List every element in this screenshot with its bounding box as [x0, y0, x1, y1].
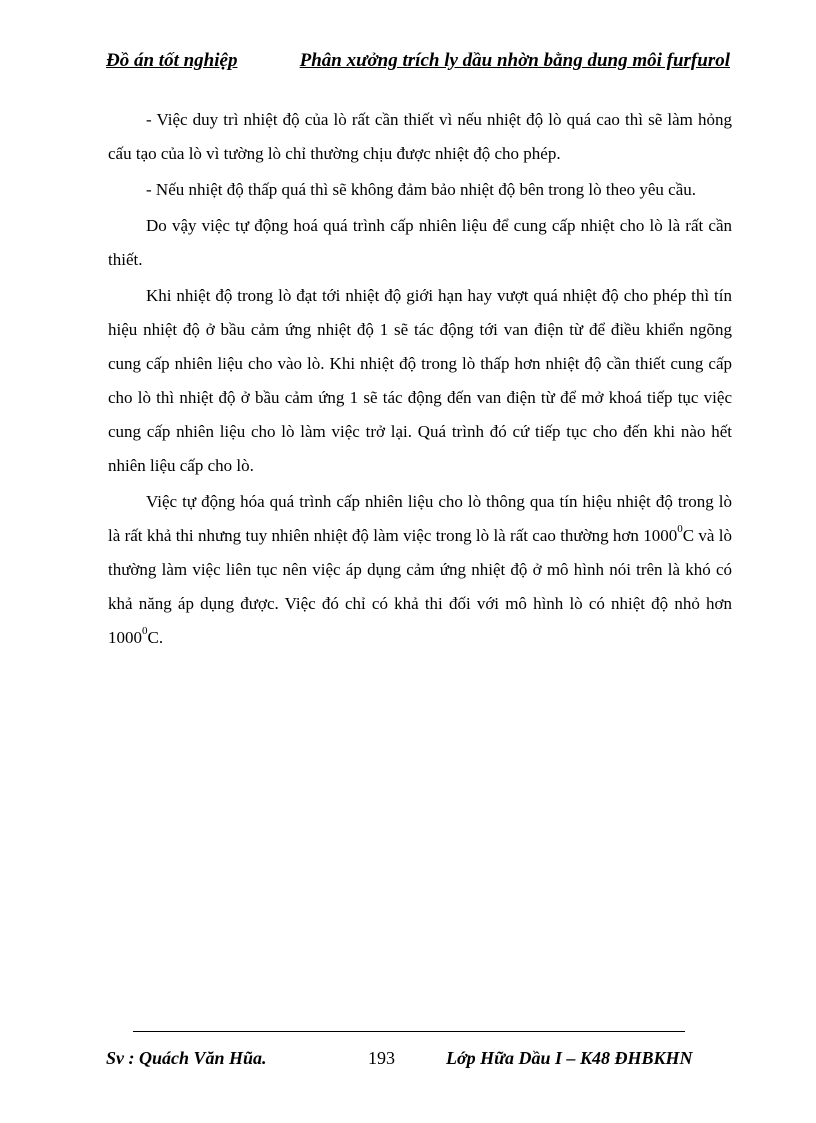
footer-class-name: Lớp Hữa Dầu I – K48 ĐHBKHN [446, 1048, 693, 1068]
header-thesis-label: Đồ án tốt nghiệp [106, 50, 238, 71]
page-number: 193 [368, 1048, 395, 1068]
degree-superscript-1: 0 [677, 523, 683, 536]
page-body [108, 103, 732, 657]
degree-superscript-2: 0 [142, 625, 148, 638]
header-thesis-title: Phân xưởng trích ly dầu nhờn bằng dung môi furfurol [299, 50, 730, 71]
paragraph-5-text-1: Việc tự động hóa quá trình cấp nhiên liệu cho lò thông qua tín hiệu nhiệt độ trong lò là rất khả thi nhưng tuy nhiên nhiệt độ làm việc trong lò là rất cao thường hơn 1000 [108, 492, 732, 545]
footer-student-name: Sv : Quách Văn Hũa. [106, 1048, 267, 1068]
page-header [106, 50, 730, 80]
paragraph-3: Do vậy việc tự động hoá quá trình cấp nhiên liệu để cung cấp nhiệt cho lò là rất cần thiết. [108, 216, 732, 269]
paragraph-5-text-3: C. [147, 628, 164, 647]
paragraph-5-text-2: C và lò thường làm việc liên tục nên việc áp dụng cảm ứng nhiệt độ ở mô hình nói trên là khó có khả năng áp dụng được. Việc đó chỉ có khả thi đối với mô hình lò có nhiệt độ nhỏ hơn 1000 [108, 526, 732, 647]
page-footer [106, 1048, 730, 1074]
paragraph-1: - Việc duy trì nhiệt độ của lò rất cần thiết vì nếu nhiệt độ lò quá cao thì sẽ làm hỏng cấu tạo của lò vì tường lò chỉ thường chịu được nhiệt độ cho phép. [108, 110, 732, 163]
paragraph-5 [108, 485, 732, 655]
paragraph-4: Khi nhiệt độ trong lò đạt tới nhiệt độ giới hạn hay vượt quá nhiệt độ cho phép thì tín hiệu nhiệt độ ở bầu cảm ứng nhiệt độ 1 sẽ tác động tới van điện từ để điều khiển ngõng cung cấp nhiên liệu cho vào lò. Khi nhiệt độ trong lò thấp hơn nhiệt độ cần thiết cung cấp cho lò thì nhiệt độ ở bầu cảm ứng 1 sẽ tác động đến van điện từ để mở khoá tiếp tục việc cung cấp nhiên liệu cho lò làm việc trở lại. Quá trình đó cứ tiếp tục cho đến khi nào hết nhiên liệu cấp cho lò. [108, 286, 732, 475]
footer-divider [133, 1031, 685, 1032]
paragraph-2: - Nếu nhiệt độ thấp quá thì sẽ không đảm bảo nhiệt độ bên trong lò theo yêu cầu. [146, 180, 697, 199]
